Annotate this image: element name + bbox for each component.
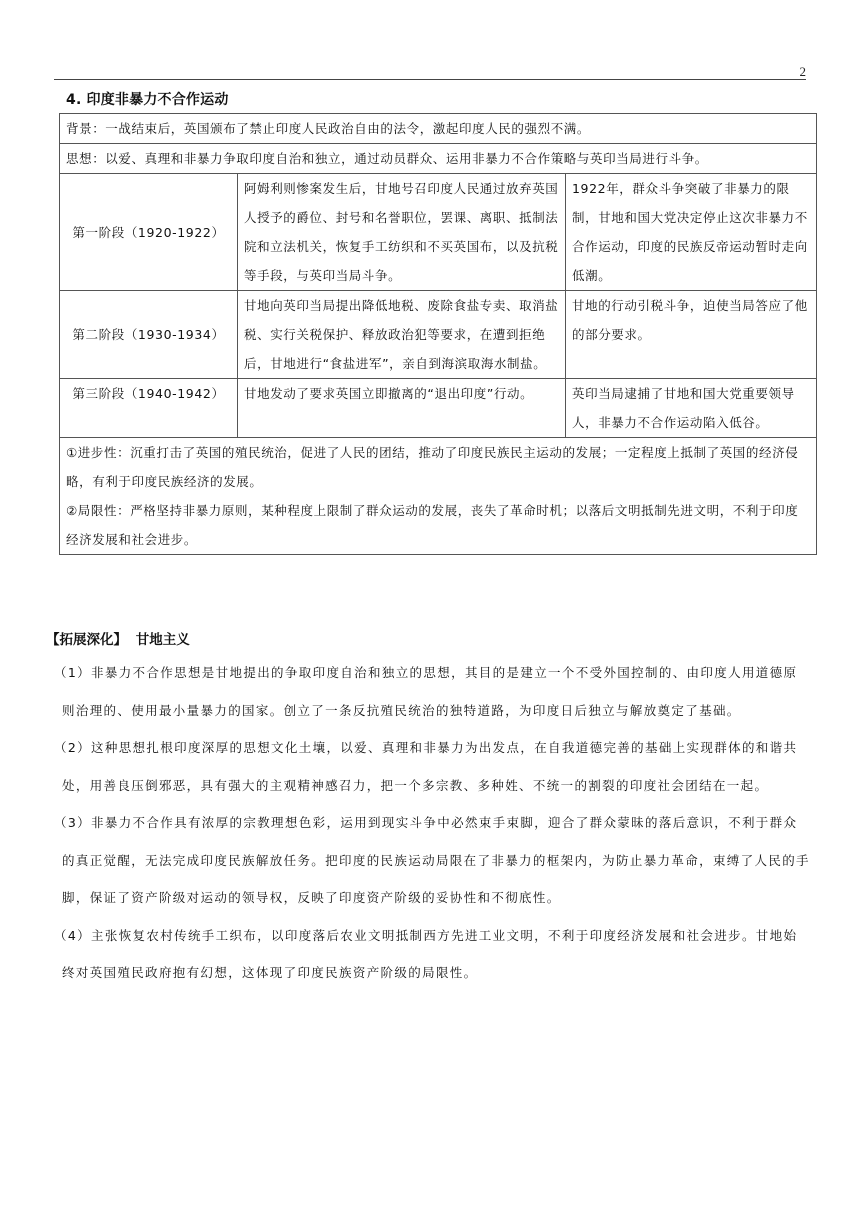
evaluation-limitation: ②局限性：严格坚持非暴力原则，某种程度上限制了群众运动的发展，丧失了革命时机；以落后文明抵制先进文明，不利于印度经济发展和社会进步。 bbox=[66, 503, 799, 547]
extension-paragraph-2: （2）这种思想扎根印度深厚的思想文化土壤，以爱、真理和非暴力为出发点，在自我道德完善的基础上实现群体的和谐共处，用善良压倒邪恶，具有强大的主观精神感召力，把一个多宗教、多种姓、不统一的割裂的印度社会团结在一起。 bbox=[54, 740, 798, 793]
stage-2-events: 甘地向英印当局提出降低地税、废除食盐专卖、取消盐税、实行关税保护、释放政治犯等要求，在遭到拒绝后，甘地进行“食盐进军”，亲自到海滨取海水制盐。 bbox=[238, 291, 566, 379]
table-row-thought bbox=[60, 144, 817, 174]
stage-3-events: 甘地发动了要求英国立即撤离的“退出印度”行动。 bbox=[238, 379, 566, 438]
page-number: 2 bbox=[799, 64, 806, 79]
stage-3-name: 第三阶段（1940-1942） bbox=[60, 379, 238, 438]
evaluation-progress: ①进步性：沉重打击了英国的殖民统治，促进了人民的团结，推动了印度民族民主运动的发展；一定程度上抵制了英国的经济侵略，有利于印度民族经济的发展。 bbox=[66, 445, 799, 489]
header-divider bbox=[54, 79, 806, 80]
table-row-stage-2 bbox=[60, 291, 817, 379]
stage-3-result: 英印当局逮捕了甘地和国大党重要领导人，非暴力不合作运动陷入低谷。 bbox=[566, 379, 817, 438]
movement-table bbox=[59, 113, 817, 555]
stage-1-name: 第一阶段（1920-1922） bbox=[60, 174, 238, 291]
thought-cell: 思想：以爱、真理和非暴力争取印度自治和独立，通过动员群众、运用非暴力不合作策略与英印当局进行斗争。 bbox=[60, 144, 817, 174]
extension-heading bbox=[46, 628, 190, 648]
extension-paragraph-4: （4）主张恢复农村传统手工织布，以印度落后农业文明抵制西方先进工业文明，不利于印度经济发展和社会进步。甘地始终对英国殖民政府抱有幻想，这体现了印度民族资产阶级的局限性。 bbox=[54, 927, 798, 980]
extension-paragraph-1: （1）非暴力不合作思想是甘地提出的争取印度自治和独立的思想，其目的是建立一个不受外国控制的、由印度人用道德原则治理的、使用最小量暴力的国家。创立了一条反抗殖民统治的独特道路，为印度日后独立与解放奠定了基础。 bbox=[54, 665, 798, 718]
section-title: 4. 印度非暴力不合作运动 bbox=[66, 92, 229, 108]
table-row-stage-1 bbox=[60, 174, 817, 291]
background-cell: 背景：一战结束后，英国颁布了禁止印度人民政治自由的法令，激起印度人民的强烈不满。 bbox=[60, 114, 817, 144]
stage-2-result: 甘地的行动引税斗争，迫使当局答应了他的部分要求。 bbox=[566, 291, 817, 379]
table-row-stage-3 bbox=[60, 379, 817, 438]
extension-body bbox=[54, 654, 810, 992]
stage-1-result: 1922年，群众斗争突破了非暴力的限制，甘地和国大党决定停止这次非暴力不合作运动，印度的民族反帝运动暂时走向低潮。 bbox=[566, 174, 817, 291]
extension-paragraph-3: （3）非暴力不合作具有浓厚的宗教理想色彩，运用到现实斗争中必然束手束脚，迎合了群众蒙昧的落后意识，不利于群众的真正觉醒，无法完成印度民族解放任务。把印度的民族运动局限在了非暴力的框架内，为防止暴力革命，束缚了人民的手脚，保证了资产阶级对运动的领导权，反映了印度资产阶级的妥协性和不彻底性。 bbox=[54, 815, 810, 905]
table-row-background bbox=[60, 114, 817, 144]
table-row-evaluation bbox=[60, 438, 817, 555]
stage-2-name: 第二阶段（1930-1934） bbox=[60, 291, 238, 379]
extension-topic: 甘地主义 bbox=[135, 632, 190, 648]
extension-label: 【拓展深化】 bbox=[46, 632, 127, 648]
stage-1-events: 阿姆利则惨案发生后，甘地号召印度人民通过放弃英国人授予的爵位、封号和名誉职位，罢课、离职、抵制法院和立法机关，恢复手工纺织和不买英国布，以及抗税等手段，与英印当局斗争。 bbox=[238, 174, 566, 291]
evaluation-cell bbox=[60, 438, 817, 555]
